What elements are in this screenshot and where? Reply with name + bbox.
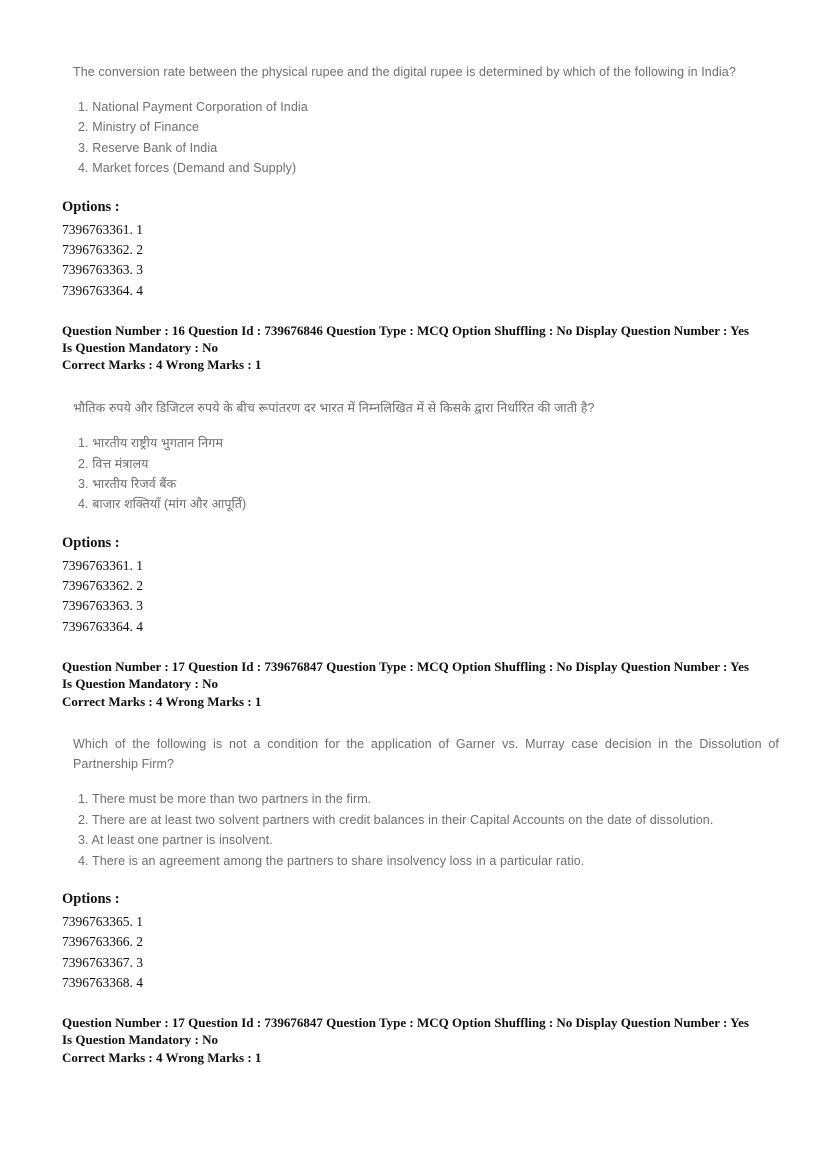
question-metadata-q16 (62, 323, 774, 374)
option-id-row: 7396763367. 3 (62, 954, 143, 970)
question-text: The conversion rate between the physical rupee and the digital rupee is determined by which of the following in India? (73, 65, 736, 79)
option-id-row: 7396763364. 4 (62, 618, 143, 634)
metadata-line-1: Question Number : 16 Question Id : 739676846 Question Type : MCQ Option Shuffling : No Display Question Number : Yes (62, 322, 749, 338)
question-text: भौतिक रुपये और डिजिटल रुपये के बीच रूपांतरण दर भारत में निम्नलिखित में से किसके द्वारा निर्धारित की जाती है? (73, 401, 595, 416)
choice-list (78, 433, 774, 515)
choice-item: 1. National Payment Corporation of India (78, 100, 308, 114)
options-block (62, 890, 774, 993)
option-id-row: 7396763361. 1 (62, 221, 143, 237)
question-metadata-q17 (62, 659, 774, 710)
choice-item: 2. Ministry of Finance (78, 120, 199, 135)
choice-item: 4. Market forces (Demand and Supply) (78, 161, 297, 176)
options-block (62, 534, 774, 637)
option-id-row: 7396763364. 4 (62, 282, 143, 298)
choice-list (78, 97, 774, 179)
options-heading: Options : (62, 534, 120, 551)
question-block-q16-hindi (62, 398, 774, 637)
choice-item: 3. Reserve Bank of India (78, 140, 218, 155)
metadata-line-2: Is Question Mandatory : No (62, 339, 219, 355)
options-heading: Options : (62, 198, 120, 215)
choice-item: 3. At least one partner is insolvent. (78, 833, 273, 848)
metadata-line-2: Is Question Mandatory : No (62, 675, 219, 691)
metadata-line-marks: Correct Marks : 4 Wrong Marks : 1 (62, 1049, 262, 1065)
metadata-line-marks: Correct Marks : 4 Wrong Marks : 1 (62, 357, 262, 373)
option-id-row: 7396763362. 2 (62, 241, 143, 257)
question-block-q16-english (62, 62, 774, 301)
metadata-line-1: Question Number : 17 Question Id : 739676847 Question Type : MCQ Option Shuffling : No Display Question Number : Yes (62, 659, 749, 675)
choice-item: 1. भारतीय राष्ट्रीय भुगतान निगम (78, 436, 224, 451)
option-id-row: 7396763363. 3 (62, 598, 143, 614)
choice-item: 2. वित्त मंत्रालय (78, 456, 149, 471)
question-text: Which of the following is not a condition for the application of Garner vs. Murray case decision in the Dissolution of Partnership Firm? (73, 737, 779, 772)
choice-item: 1. There must be more than two partners in the firm. (78, 792, 372, 807)
options-block (62, 198, 774, 301)
option-id-row: 7396763362. 2 (62, 578, 143, 594)
metadata-line-marks: Correct Marks : 4 Wrong Marks : 1 (62, 693, 262, 709)
choice-item: 2. There are at least two solvent partners with credit balances in their Capital Accounts on the date of dissolution. (78, 812, 714, 827)
question-block-q17-english (62, 734, 779, 993)
metadata-line-2: Is Question Mandatory : No (62, 1032, 219, 1048)
choice-item: 3. भारतीय रिजर्व बैंक (78, 477, 177, 492)
choice-item: 4. There is an agreement among the partners to share insolvency loss in a particular ratio. (78, 853, 585, 868)
option-id-row: 7396763368. 4 (62, 974, 143, 990)
option-id-row: 7396763365. 1 (62, 914, 143, 930)
choice-item: 4. बाजार शक्तियाँ (मांग और आपूर्ति) (78, 497, 247, 512)
metadata-line-1: Question Number : 17 Question Id : 739676847 Question Type : MCQ Option Shuffling : No Display Question Number : Yes (62, 1015, 749, 1031)
option-id-row: 7396763361. 1 (62, 557, 143, 573)
options-heading: Options : (62, 891, 120, 908)
question-metadata-q17-repeat (62, 1015, 774, 1066)
option-id-row: 7396763363. 3 (62, 262, 143, 278)
choice-list (78, 789, 774, 871)
option-id-row: 7396763366. 2 (62, 934, 143, 950)
